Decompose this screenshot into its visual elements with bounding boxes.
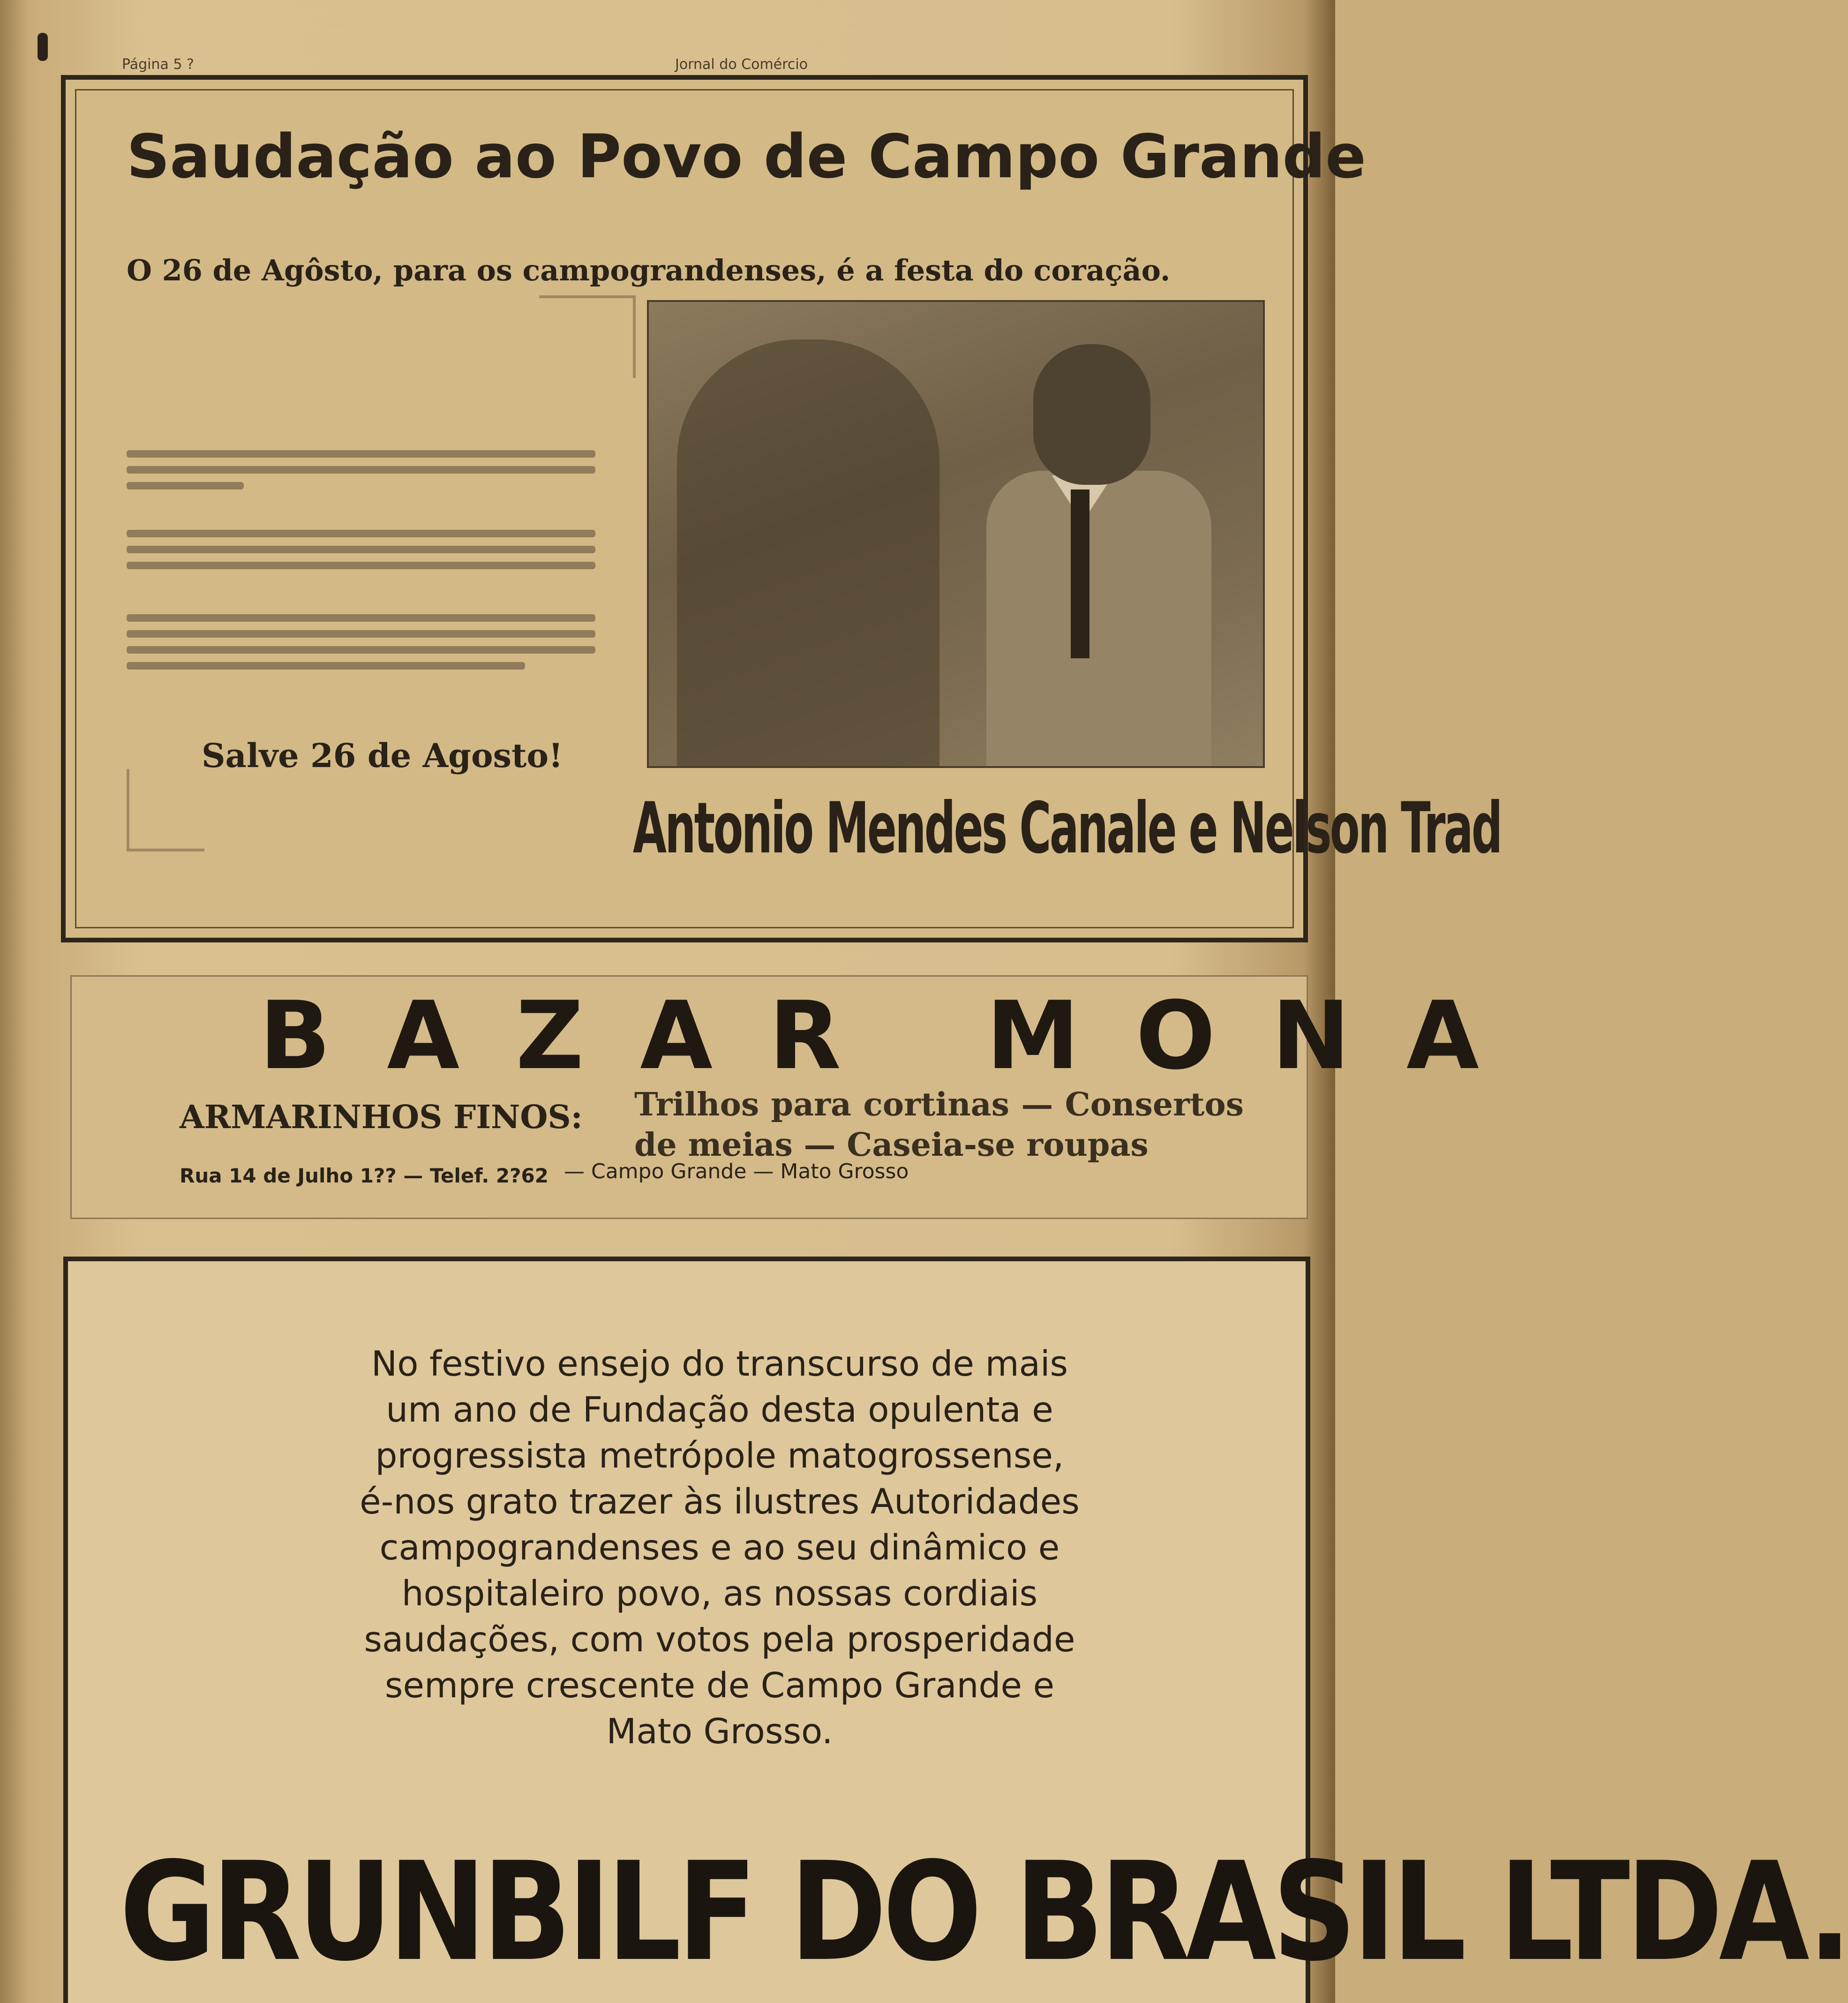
bazar-ad — [70, 975, 1535, 1219]
newspaper-name: Jornal do Comércio — [675, 56, 808, 73]
decorative-corner — [127, 769, 204, 851]
page-number: Página 5 ? — [122, 56, 194, 73]
bazar-name: BAZAR MONA — [259, 981, 1535, 1091]
photo-necktie — [1071, 489, 1089, 658]
photo-figure-right-head — [1033, 344, 1150, 485]
bazar-category: ARMARINHOS FINOS: — [180, 1099, 583, 1136]
illegible-paragraph-2 — [127, 530, 595, 578]
company-message: No festivo ensejo do transcurso de mais um ano de Fundação desta opulenta e progressista metrópole matogrossense, é-nos grato trazer às ilustres Autoridades campograndenses e ao seu dinâmico e hospitaleiro povo, as nossas cordiais saudações, com votos pela prosperidade sempre crescente de Campo Grande e Mato Grosso. — [360, 1344, 1080, 1752]
bazar-location: — Campo Grande — Mato Grosso — [564, 1160, 909, 1183]
illegible-paragraph-3 — [127, 614, 595, 678]
greeting-title: Saudação ao Povo de Campo Grande — [127, 122, 1366, 192]
decorative-corner — [539, 295, 636, 378]
page-mark — [38, 33, 48, 61]
photograph — [647, 300, 1265, 768]
company-name: GRUNBILF DO BRASIL LTDA. — [120, 1833, 1848, 1991]
greeting-closing: Salve 26 de Agosto! — [202, 736, 563, 775]
bazar-services: Trilhos para cortinas — Consertos de meias — Caseia-se roupas — [634, 1086, 1244, 1164]
bazar-address: Rua 14 de Julho 1?? — Telef. 2?62 — [180, 1164, 548, 1187]
photo-figure-right-body — [986, 471, 1211, 766]
illegible-paragraph-1 — [127, 450, 595, 498]
greeting-ad — [61, 75, 1501, 942]
bazar-state: Mato Grosso — [780, 1160, 909, 1183]
greeting-subtitle: O 26 de Agôsto, para os campograndenses, é a festa do coração. — [127, 253, 1171, 287]
bazar-city: Campo Grande — [591, 1160, 747, 1183]
photo-caption: Antonio Mendes Canale e Nelson Trad — [633, 788, 1501, 869]
photo-figure-left — [677, 339, 939, 766]
company-ad — [63, 1257, 1848, 2003]
